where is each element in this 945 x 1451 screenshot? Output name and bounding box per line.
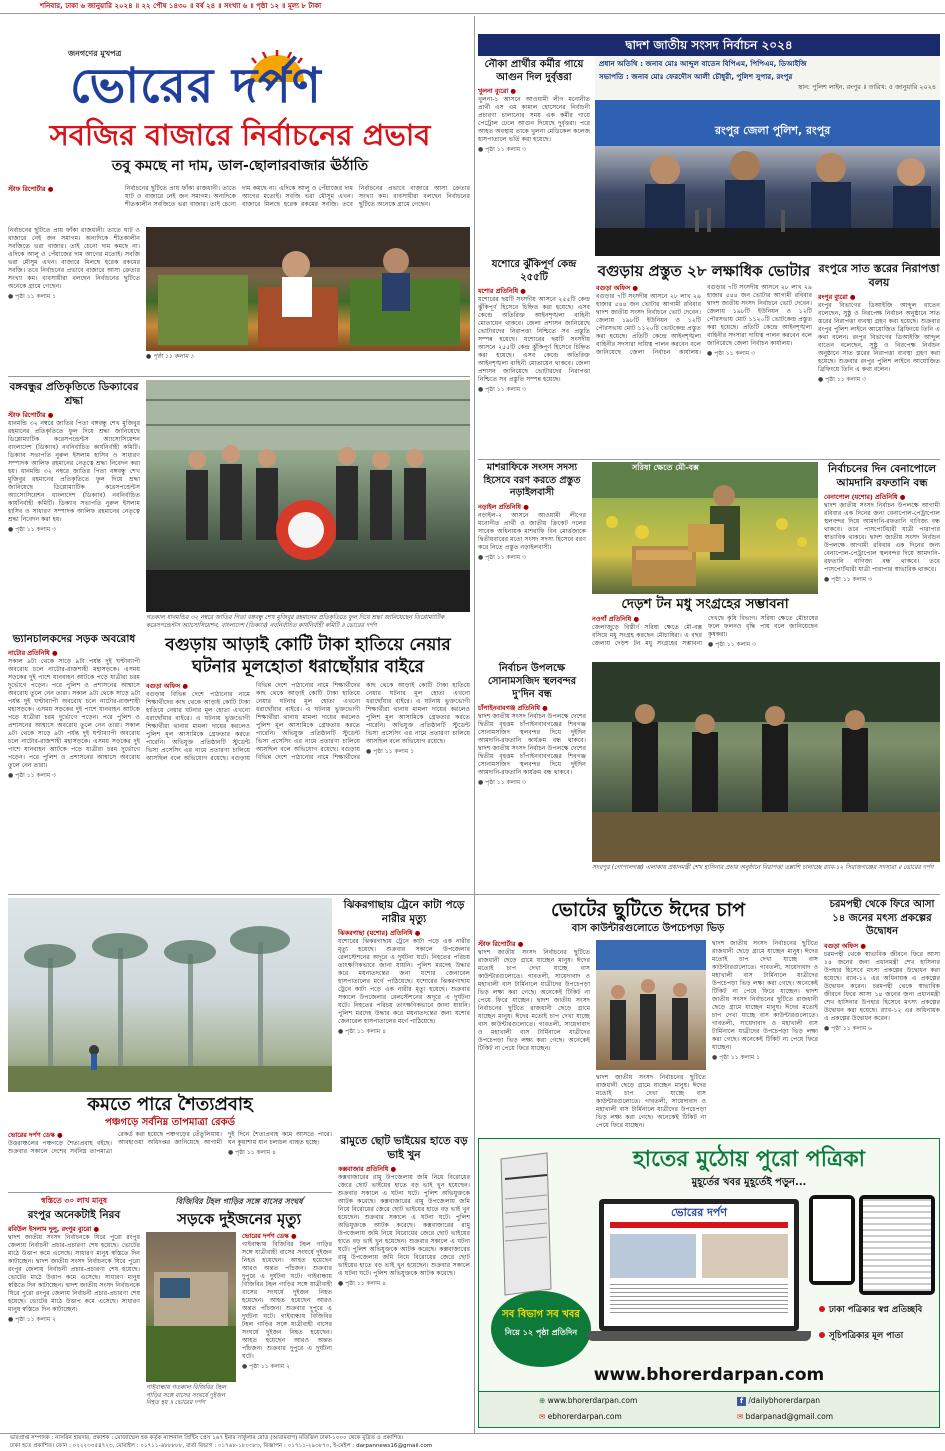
story-bogura-fraud: বগুড়ায় আড়াই কোটি টাকা হাতিয়ে নেয়ার ঘটনার মূলহোতা ধরাছোঁয়ার বাইরে বগুড়া অফিস ● বগুড়ায় বিভিন্ন দেশে পাঠানোর নামে শিক্ষার্থীদের কাছ থেকে আড়াই কোটি টাকা হাতিয়ে নেয়ার ঘটনার মূল হোতা এখনো ধরাছোঁয়ার বাইরে। এ ঘটনায় ভুক্তভোগী শিক্ষার্থীরা থানায় মামলা দায়ের করলেও পুলিশ মূল আসামিকে গ্রেফতার করতে পারেনি। অভিযুক্ত প্রতিষ্ঠানটি স্টুডেন্ট ভিসা প্রসেসিং এর নামে প্রতারণা চালিয়ে আসছিল বলে অভিযোগ রয়েছে। বগুড়ায় বিভিন্ন দেশে পাঠানোর নামে শিক্ষার্থীদের কাছ থেকে আড়াই কোটি টাকা হাতিয়ে নেয়ার ঘটনার মূল হোতা এখনো ধরাছোঁয়ার বাইরে। এ ঘটনায় ভুক্তভোগী শিক্ষার্থীরা থানায় মামলা দায়ের করলেও পুলিশ মূল আসামিকে গ্রেফতার করতে পারেনি। অভিযুক্ত প্রতিষ্ঠানটি স্টুডেন্ট ভিসা প্রসেসিং এর নামে প্রতারণা চালিয়ে আসছিল বলে অভিযোগ রয়েছে। বগুড়ায় বিভিন্ন দেশে পাঠানোর নামে শিক্ষার্থীদের কাছ থেকে আড়াই কোটি টাকা হাতিয়ে নেয়ার ঘটনার মূল হোতা এখনো ধরাছোঁয়ার বাইরে। এ ঘটনায় ভুক্তভোগী শিক্ষার্থীরা থানায় মামলা দায়ের করলেও পুলিশ মূল আসামিকে গ্রেফতার করতে পারেনি। অভিযুক্ত প্রতিষ্ঠানটি স্টুডেন্ট ভিসা প্রসেসিং এর নামে প্রতারণা চালিয়ে আসছিল বলে অভিযোগ রয়েছে। ● পৃষ্ঠা ১১ কলাম ১ [146, 635, 470, 762]
lead-body-col: নির্বাচনের ছুটিতে প্রায় ফাঁকা রাজধানী। তাতে ঘাট ও বাজারে নেই জন সমাগম। অন্যদিকে শীতকালীন সবজিতে ভরা বাজার। তাই চেনো দাম কমছে না। এদিকে আলু ও পেঁয়াজের দাম আগের মতোই। সবজি ভরা মৌসুম এখন। বাজারে মিলছে হরেক রকমের সবজি। তবে নির্বাচনের প্রভাবে বাজারে আসা ক্রেতার সংখ্যা কম। ব্যবসায়ীরা বলছেন নির্বাচনের ছুটিতে অনেকে গ্রামে গেছেন। ● পৃষ্ঠা ১১ কলাম ১ [8, 227, 140, 300]
lead-photo-caption: ● পৃষ্ঠা ১১ কলাম ১ [146, 353, 195, 360]
police-briefing-photo [595, 100, 940, 256]
lead-byline: স্টাফ রিপোর্টার ● [8, 185, 54, 193]
lead-headline: সবজির বাজারে নির্বাচনের প্রভাব [49, 118, 431, 152]
epaper-ad [478, 1138, 940, 1428]
honey-farm-photo [592, 462, 818, 594]
globe-icon: ⊕ [539, 1396, 548, 1405]
story-rangpur-kicker: স্বস্তিতে ৩০ লাখ মানুষ [41, 1196, 107, 1205]
phone-illustration [809, 1195, 855, 1285]
row-rule [478, 459, 940, 460]
dicab-caption: গতকাল ধানমন্ডির ৩২ নম্বরে জাতির পিতা বঙ্গবন্ধু শেখ মুজিবুর রহমানের প্রতিকৃতিতে ফুল দিয়ে শ্রদ্ধা জানিয়েছেন ডিপ্লোম্যাটিক করেসপন্ডেন্টস অ্যাসোসিয়েশন, বাংলাদেশ (ডিক্যাব) নবনির্বাচিত কার্যনির্বাহী কমিটি ॥ ভোরের দর্পণ [146, 614, 445, 629]
election-banner [478, 34, 940, 56]
lead-body-top [8, 185, 470, 223]
security-check-photo [592, 662, 940, 862]
top-date-bar [0, 0, 945, 14]
imprint-line-2: ঢাকা হতে প্রকাশিত। ফোন : ০২২২৩৩৫৪৭২৩, মোবাইল : ০১৭১১-৬৮৮৮৮৮, বার্তা বিভাগ : ০১৭৬৮-১৮০৩৮৩, বিজ্ঞাপন : ০১৭১১-২৯৩৮৭০, ই-মেইল : darpannews16@gmail.com [10, 1443, 433, 1449]
laptop-illustration: ভোরের দর্পণ [599, 1199, 799, 1349]
mail-icon: ✉ [539, 1412, 548, 1421]
masthead [10, 16, 470, 112]
election-banner-guests: প্রধান অতিথি : জনাব মোঃ আব্দুল বাতেন বিপিএম, পিপিএম, ডিআইজি সভাপতি : জনাব মোঃ ফেরদৌস আলী চৌধুরী, পুলিশ সুপার, রংপুর স্থান: পুলিশ লাইন, রংপুর ॥ তারিখ: ৫ জানুয়ারি ২০২৪ [595, 56, 940, 100]
ad-url[interactable]: www.bhorerdarpan.com [593, 1365, 825, 1385]
story-rangpur-anecdote-headline: রংপুর অনেকটাই নিরব [27, 1209, 121, 1221]
banner-tag: রংপুর জেলা পুলিশ, রংপুর [715, 124, 831, 137]
story-jessore-headline: যশোরে ঝুঁকিপূর্ণ কেন্দ্র ২৫৫টি [491, 259, 577, 283]
security-check-caption: সদরপুর (গোপালগঞ্জ) এলাকায় প্রধানমন্ত্রী শেখ হাসিনার প্রচার অনুষ্ঠানে নিরাপত্তা তল্লাশি চালাচ্ছে র‍্যাব-১২ সিরাজগঞ্জের সদস্যরা ॥ ভোরের দর্পণ [592, 864, 934, 871]
masthead-tagline: জনগণের মুখপত্র [68, 49, 122, 58]
ad-subline: মুহূর্তের খবর মুহূর্তেই পড়ুন... [691, 1177, 807, 1188]
tablet-illustration [859, 1195, 935, 1295]
column-rule [474, 16, 475, 1434]
story-nouka: নৌকা প্রার্থীর কর্মীর গায়ে আগুন দিল দুর্বৃত্তরা খুলনা ব্যুরো ● খুলনা-১ আসনে আওয়ামী লীগ মনোনীত প্রার্থী এস এম কামাল হোসেনের নির্বাচনী প্রচারণা চালানোর সময় এক কর্মীর গায়ে পেট্রোল ঢেলে আগুন দিয়েছে দুর্বৃত্তরা। পরে আহত অবস্থায় তাকে খুলনা মেডিকেল কলেজ হাসপাতালে ভর্তি করা হয়েছে। ● পৃষ্ঠা ১১ কলাম ৩ [478, 59, 590, 153]
story-rangpur-anecdote: স্বস্তিতে ৩০ লাখ মানুষ রংপুর অনেকটাই নিরব রবিউল ইসলাম দুলু, রংপুর ব্যুরো ● দ্বাদশ জাতীয় সংসদ নির্বাচনকে ঘিরে পুরো রংপুর জেলায় নির্বাচনী প্রচার-প্রচারণা শেষ হয়েছে। ভোটের মাঠে উত্তাপ কমে এসেছে। সাধারণ মানুষ স্বস্তিতে দিন কাটাচ্ছেন। দ্বাদশ জাতীয় সংসদ নির্বাচনকে ঘিরে পুরো রংপুর জেলায় নির্বাচনী প্রচার-প্রচারণা শেষ হয়েছে। ভোটের মাঠে উত্তাপ কমে এসেছে। সাধারণ মানুষ স্বস্তিতে দিন কাটাচ্ছেন। দ্বাদশ জাতীয় সংসদ নির্বাচনকে ঘিরে পুরো রংপুর জেলায় নির্বাচনী প্রচার-প্রচারণা শেষ হয়েছে। ভোটের মাঠে উত্তাপ কমে এসেছে। সাধারণ মানুষ স্বস্তিতে দিন কাটাচ্ছেন। ● পৃষ্ঠা ১১ কলাম ২ [8, 1196, 141, 1323]
dicab-tribute-photo [146, 380, 470, 612]
mail-icon: ✉ [737, 1412, 746, 1421]
story-sonamasjid: নির্বাচন উপলক্ষে সোনামসজিদ স্থলবন্দর দু'দিন বন্ধ চাঁপাইনবাবগঞ্জ প্রতিনিধি ● দ্বাদশ জাতীয় সংসদ নির্বাচন উপলক্ষে দেশের দ্বিতীয় বৃহত্তম চাঁপাইনবাবগঞ্জের শিবগঞ্জ সোনামসজিদ স্থলবন্দর দিয়ে দুইদিন আমদানি-রফতানি কার্যক্রম বন্ধ থাকবে। দ্বাদশ জাতীয় সংসদ নির্বাচন উপলক্ষে দেশের দ্বিতীয় বৃহত্তম চাঁপাইনবাবগঞ্জের শিবগঞ্জ সোনামসজিদ স্থলবন্দর দিয়ে দুইদিন আমদানি-রফতানি কার্যক্রম বন্ধ থাকবে। ● পৃষ্ঠা ১১ কলাম ৩ [478, 663, 586, 786]
election-banner-title: দ্বাদশ জাতীয় সংসদ নির্বাচন ২০২৪ [625, 38, 793, 52]
ad-link-web[interactable]: ⊕ www.bhorerdarpan.com [539, 1396, 638, 1405]
ad-link-mail2[interactable]: ✉ bdarpanad@gmail.com [737, 1412, 834, 1421]
date-line: শনিবার, ঢাকা ৬ জানুয়ারি ২০২৪ ॥ ২২ পৌষ ১৪৩০ ॥ বর্ষ ২৪ ॥ সংখ্যা ৬ ॥ পৃষ্ঠা ১২ ॥ মূল্য ৮ টাকা [40, 2, 322, 10]
story-train-headline: ঝিকরগাছায় ট্রেনে কাটা পড়ে নারীর মৃত্যু [343, 899, 465, 925]
story-train: ঝিকরগাছায় ট্রেনে কাটা পড়ে নারীর মৃত্যু ঝিকরগাছা (যশোর) প্রতিনিধি ● যশোরের ঝিকরগাছায় ট্রেনে কাটা পড়ে এক নারীর মৃত্যু হয়েছে। শুক্রবার সকালে উপজেলার রেলস্টেশনের অদূরে এ দুর্ঘটনা ঘটে। নিহতের পরিচয় তাৎক্ষণিকভাবে জানা যায়নি। পুলিশ মরদেহ উদ্ধার করে ময়নাতদন্তের জন্য যশোর জেনারেল হাসপাতালের মর্গে পাঠিয়েছে। যশোরের ঝিকরগাছায় ট্রেনে কাটা পড়ে এক নারীর মৃত্যু হয়েছে। শুক্রবার সকালে উপজেলার রেলস্টেশনের অদূরে এ দুর্ঘটনা ঘটে। নিহতের পরিচয় তাৎক্ষণিকভাবে জানা যায়নি। পুলিশ মরদেহ উদ্ধার করে ময়নাতদন্তের জন্য যশোর জেনারেল হাসপাতালের মর্গে পাঠিয়েছে। ● পৃষ্ঠা ১১ কলাম ৪ [338, 899, 470, 1035]
story-honey-headline: দেড়শ টন মধু সংগ্রহের সম্ভাবনা [621, 596, 789, 612]
lead-body: নির্বাচনের ছুটিতে প্রায় ফাঁকা রাজধানী। তাতে ঘাট ও বাজারে নেই জন সমাগম। অন্যদিকে শীতকালীন সবজিতে ভরা বাজার। তাই চেনো দাম কমছে না। এদিকে আলু ও পেঁয়াজের দাম আগের মতোই। সবজি ভরা মৌসুম এখন। বাজারে মিলছে হরেক রকমের সবজি। তবে নির্বাচনের প্রভাবে বাজারে আসা ক্রেতার সংখ্যা কম। ব্যবসায়ীরা বলছেন নির্বাচনের ছুটিতে অনেকে গ্রামে গেছেন। [125, 185, 470, 208]
masthead-name: ভোরের দর্পণ [70, 58, 322, 114]
story-bangabandhu-headline: বঙ্গবন্ধুর প্রতিকৃতিতে ডিক্যাবের শ্রদ্ধা [9, 381, 139, 407]
facebook-icon: f [737, 1397, 746, 1406]
story-honey: সরিষা ক্ষেতে মৌ-বক্স দেড়শ টন মধু সংগ্রহের সম্ভাবনা নওগাঁ প্রতিনিধি ● জেলাজুড়ে বিস্তীর্ণ সরিষা ক্ষেতে মৌ-বক্স বসিয়ে মধু সংগ্রহ করছেন মৌচাষিরা। এ বছর জেলায় দেড়শ টন মধু সংগ্রহের সম্ভাবনা দেখছে কৃষি বিভাগ। সরিষা ক্ষেতে মৌচাষের ফলে ফলনও বৃদ্ধি পায় বলে জানিয়েছেন কৃষকরা। ● পৃষ্ঠা ১১ কলাম ৩ [592, 463, 818, 648]
story-bangabandhu: বঙ্গবন্ধুর প্রতিকৃতিতে ডিক্যাবের শ্রদ্ধা স্টাফ রিপোর্টার ● ধানমন্ডি ৩২ নম্বরে জাতির পিতা বঙ্গবন্ধু শেখ মুজিবুর রহমানের প্রতিকৃতিতে ফুল দিয়ে শ্রদ্ধা জানিয়েছে ডিপ্লোম্যাটিক করেসপন্ডেন্টস অ্যাসোসিয়েশন বাংলাদেশ (ডিক্যাব) নবনির্বাচিত কার্যনির্বাহী কমিটি। ডিক্যাব সভাপতি নুরুল ইসলাম হাসিব ও সাধারণ সম্পাদক আলিফ রহমানের নেতৃত্বে শ্রদ্ধা নিবেদন করা হয়। ধানমন্ডি ৩২ নম্বরে জাতির পিতা বঙ্গবন্ধু শেখ মুজিবুর রহমানের প্রতিকৃতিতে ফুল দিয়ে শ্রদ্ধা জানিয়েছে ডিপ্লোম্যাটিক করেসপন্ডেন্টস অ্যাসোসিয়েশন বাংলাদেশ (ডিক্যাব) নবনির্বাচিত কার্যনির্বাহী কমিটি। ডিক্যাব সভাপতি নুরুল ইসলাম হাসিব ও সাধারণ সম্পাদক আলিফ রহমানের নেতৃত্বে শ্রদ্ধা নিবেদন করা হয়। ● পৃষ্ঠা ১১ কলাম ৩ [8, 381, 141, 533]
row-rule [8, 376, 470, 377]
story-bgb-kicker: বিজিবির টহল গাড়ির সঙ্গে বাসের সংঘর্ষ [175, 1197, 303, 1206]
story-eid-subhead: বাস কাউন্টারগুলোতে উপচেপড়া ভিড় [571, 923, 725, 934]
story-bogura-fraud-headline: বগুড়ায় আড়াই কোটি টাকা হাতিয়ে নেয়ার ঘটনার মূলহোতা ধরাছোঁয়ার বাইরে [165, 635, 451, 677]
ad-bullet-2: সূচিপত্রিকার মূল পাতা [819, 1329, 937, 1343]
story-sonamasjid-headline: নির্বাচন উপলক্ষে সোনামসজিদ স্থলবন্দর দু'দিন বন্ধ [487, 663, 577, 700]
story-fog-headline: কমতে পারে শৈত্যপ্রবাহ [87, 1094, 253, 1115]
story-van-driver-headline: ভ্যানচালকদের সড়ক অবরোধ [12, 633, 136, 645]
story-bogura-voter-headline: বগুড়ায় প্রস্তুত ২৮ লক্ষাধিক ভোটার [597, 262, 811, 280]
story-rangpur-security-headline: রংপুরে সাত স্তরের নিরাপত্তা বলয় [818, 262, 940, 289]
ad-link-fb[interactable]: f /dailybhorerdarpan [737, 1396, 820, 1406]
row-rule [8, 894, 940, 895]
story-rangpur-security: রংপুরে সাত স্তরের নিরাপত্তা বলয় রংপুর ব্যুরো ● রংপুর বিভাগের ডিআইজি আব্দুল বাতেন বলেছেন, সুষ্ঠু ও নিরপেক্ষ নির্বাচন অনুষ্ঠানে সাত স্তরের নিরাপত্তা ব্যবস্থা গ্রহণ করা হয়েছে। শুক্রবার রংপুর পুলিশ লাইনে আয়োজিত ব্রিফিংয়ে তিনি এ কথা বলেন। রংপুর বিভাগের ডিআইজি আব্দুল বাতেন বলেছেন, সুষ্ঠু ও নিরপেক্ষ নির্বাচন অনুষ্ঠানে সাত স্তরের নিরাপত্তা ব্যবস্থা গ্রহণ করা হয়েছে। শুক্রবার রংপুর পুলিশ লাইনে আয়োজিত ব্রিফিংয়ে তিনি এ কথা বলেন। ● পৃষ্ঠা ১১ কলাম ৩ [818, 262, 941, 383]
lead-subhead: তবু কমছে না দাম, ডাল-ছোলারবাজার ঊর্ঠাতি [111, 158, 369, 174]
imprint-footer [0, 1433, 945, 1451]
story-mp-welcome-headline: মাশরাফিকে সংসদ সদস্য হিসেবে বরণ করতে প্রস্তুত নড়াইলবাসী [483, 462, 581, 498]
story-honey-kicker: সরিষা ক্ষেতে মৌ-বক্স [632, 463, 699, 472]
story-eid-headline: ভোটের ছুটিতে ঈদের চাপ [551, 899, 745, 921]
rolled-newspaper-icon [491, 1149, 557, 1299]
ad-burst: সব বিভাগ সব খবর নিয়ে ১২ পৃষ্ঠা প্রতিদিন [491, 1291, 591, 1367]
imprint-line-1: ভারপ্রাপ্ত সম্পাদক : নাসরিন হায়দার, প্রকাশক : মোজাম্মেল হক কর্তৃক ন্যাশনাল প্রিন্টিং প্রেস ১৬৭ ইনার সার্কুলার রোড (আরামবাগ) মতিঝিল ঢাকা-১০০০ থেকে মুদ্রিত ও প্রকাশিত। [10, 1435, 404, 1441]
story-eid-pressure: ভোটের ছুটিতে ঈদের চাপ বাস কাউন্টারগুলোতে উপচেপড়া ভিড় স্টাফ রিপোর্টার ● দ্বাদশ জাতীয় সংসদ নির্বাচনের ছুটিতে রাজধানী ছেড়ে গ্রামে যাচ্ছেন মানুষ। ঈদের মতোই চাপ দেখা যাচ্ছে বাস কাউন্টারগুলোতে। গাবতলী, সায়েদাবাদ ও মহাখালী বাস টার্মিনালে যাত্রীদের উপচেপড়া ভিড় লক্ষ্য করা গেছে। অনেকেই টিকিট না পেয়ে ফিরে যাচ্ছেন। দ্বাদশ জাতীয় সংসদ নির্বাচনের ছুটিতে রাজধানী ছেড়ে গ্রামে যাচ্ছেন মানুষ। ঈদের মতোই চাপ দেখা যাচ্ছে বাস কাউন্টারগুলোতে। গাবতলী, সায়েদাবাদ ও মহাখালী বাস টার্মিনালে যাত্রীদের উপচেপড়া ভিড় লক্ষ্য করা গেছে। অনেকেই টিকিট না পেয়ে ফিরে যাচ্ছেন। দ্বাদশ জাতীয় সংসদ নির্বাচনের ছুটিতে রাজধানী ছেড়ে গ্রামে যাচ্ছেন মানুষ। ঈদের মতোই চাপ দেখা যাচ্ছে বাস কাউন্টারগুলোতে। গাবতলী, সায়েদাবাদ ও মহাখালী বাস টার্মিনালে যাত্রীদের উপচেপড়া ভিড় লক্ষ্য করা গেছে। অনেকেই টিকিট না পেয়ে ফিরে যাচ্ছেন। দ্বাদশ জাতীয় সংসদ নির্বাচনের ছুটিতে রাজধানী ছেড়ে গ্রামে যাচ্ছেন মানুষ। ঈদের মতোই চাপ দেখা যাচ্ছে বাস কাউন্টারগুলোতে। গাবতলী, সায়েদাবাদ ও মহাখালী বাস টার্মিনালে যাত্রীদের উপচেপড়া ভিড় লক্ষ্য করা গেছে। অনেকেই টিকিট না পেয়ে ফিরে যাচ্ছেন। ● পৃষ্ঠা ১১ কলাম ১ দ্বাদশ জাতীয় সংসদ নির্বাচনের ছুটিতে রাজধানী ছেড়ে গ্রামে যাচ্ছেন মানুষ। ঈদের মতোই চাপ দেখা যাচ্ছে বাস কাউন্টারগুলোতে। গাবতলী, সায়েদাবাদ ও মহাখালী বাস টার্মিনালে যাত্রীদের উপচেপড়া ভিড় লক্ষ্য করা গেছে। অনেকেই টিকিট না পেয়ে ফিরে যাচ্ছেন। [478, 899, 818, 1129]
bus-counter-photo [596, 940, 706, 1070]
story-brother-murder-headline: রামুতে ছোট ভাইয়ের হাতে বড় ভাই খুন [340, 1135, 468, 1161]
story-brother-murder: রামুতে ছোট ভাইয়ের হাতে বড় ভাই খুন কক্সবাজার প্রতিনিধি ● কক্সবাজারের রামু উপজেলায় জমি নিয়ে বিরোধের জেরে ছোট ভাইয়ের হাতে বড় ভাই খুন হয়েছেন। শুক্রবার সকালে এ ঘটনা ঘটে। পুলিশ অভিযুক্তকে আটক করেছে। কক্সবাজারের রামু উপজেলায় জমি নিয়ে বিরোধের জেরে ছোট ভাইয়ের হাতে বড় ভাই খুন হয়েছেন। শুক্রবার সকালে এ ঘটনা ঘটে। পুলিশ অভিযুক্তকে আটক করেছে। কক্সবাজারের রামু উপজেলায় জমি নিয়ে বিরোধের জেরে ছোট ভাইয়ের হাতে বড় ভাই খুন হয়েছেন। শুক্রবার সকালে এ ঘটনা ঘটে। পুলিশ অভিযুক্তকে আটক করেছে। কক্সবাজারের রামু উপজেলায় জমি নিয়ে বিরোধের জেরে ছোট ভাইয়ের হাতে বড় ভাই খুন হয়েছেন। শুক্রবার সকালে এ ঘটনা ঘটে। পুলিশ অভিযুক্তকে আটক করেছে। ● পৃষ্ঠা ১১ কলাম ৪ [338, 1135, 471, 1287]
row-rule [8, 1192, 332, 1193]
story-bgb-accident: বিজিবির টহল গাড়ির সঙ্গে বাসের সংঘর্ষ সড়কে দুইজনের মৃত্যু গাইবান্ধায় গতকাল বিজিবির টহল গাড়ির সঙ্গে বাসের সংঘর্ষে দুইজন নিহত হয় ॥ ভোরের দর্পণ ভোরের দর্পণ ডেস্ক ● গাইবান্ধায় বিজিবির টহল গাড়ির সঙ্গে যাত্রীবাহী বাসের সংঘর্ষে দুইজন নিহত হয়েছেন। আহত হয়েছেন আরও অন্তত পাঁচজন। শুক্রবার দুপুরে এ দুর্ঘটনা ঘটে। গাইবান্ধায় বিজিবির টহল গাড়ির সঙ্গে যাত্রীবাহী বাসের সংঘর্ষে দুইজন নিহত হয়েছেন। আহত হয়েছেন আরও অন্তত পাঁচজন। শুক্রবার দুপুরে এ দুর্ঘটনা ঘটে। গাইবান্ধায় বিজিবির টহল গাড়ির সঙ্গে যাত্রীবাহী বাসের সংঘর্ষে দুইজন নিহত হয়েছেন। আহত হয়েছেন আরও অন্তত পাঁচজন। শুক্রবার দুপুরে এ দুর্ঘটনা ঘটে। ● পৃষ্ঠা ১১ কলাম ২ [146, 1196, 332, 1430]
story-jessore: যশোরে ঝুঁকিপূর্ণ কেন্দ্র ২৫৫টি যশোর প্রতিনিধি ● যশোরের ছয়টি সংসদীয় আসনে ২৫৫টি কেন্দ্র ঝুঁকিপূর্ণ হিসেবে চিহ্নিত করা হয়েছে। এসব কেন্দ্রে অতিরিক্ত আইনশৃঙ্খলা বাহিনী মোতায়েন থাকবে। জেলা প্রশাসন জানিয়েছে ভোটারদের নিরাপত্তা নিশ্চিতে সব প্রস্তুতি সম্পন্ন হয়েছে। যশোরের ছয়টি সংসদীয় আসনে ২৫৫টি কেন্দ্র ঝুঁকিপূর্ণ হিসেবে চিহ্নিত করা হয়েছে। এসব কেন্দ্রে অতিরিক্ত আইনশৃঙ্খলা বাহিনী মোতায়েন থাকবে। জেলা প্রশাসন জানিয়েছে ভোটারদের নিরাপত্তা নিশ্চিতে সব প্রস্তুতি সম্পন্ন হয়েছে। ● পৃষ্ঠা ১১ কলাম ৩ [478, 259, 590, 393]
story-benapole: নির্বাচনের দিন বেনাপোলে আমদানি রফতানি বন্ধ বেনাপোল (যশোর) প্রতিনিধি ● দ্বাদশ জাতীয় সংসদ নির্বাচন উপলক্ষে আগামী রবিবার এক দিনের জন্য বেনাপোল-পেট্রাপোল স্থলবন্দর দিয়ে আমদানি-রফতানি বাণিজ্য বন্ধ থাকবে। তবে পাসপোর্টধারী যাত্রী পারাপার স্বাভাবিক থাকবে। দ্বাদশ জাতীয় সংসদ নির্বাচন উপলক্ষে আগামী রবিবার এক দিনের জন্য বেনাপোল-পেট্রাপোল স্থলবন্দর দিয়ে আমদানি-রফতানি বাণিজ্য বন্ধ থাকবে। তবে পাসপোর্টধারী যাত্রী পারাপার স্বাভাবিক থাকবে। ● পৃষ্ঠা ১১ কলাম ৩ [824, 463, 941, 583]
vegetable-market-photo [146, 227, 470, 351]
fog-palm-photo [8, 898, 332, 1092]
lead-story [8, 185, 470, 375]
accident-photo [146, 1232, 236, 1382]
story-benapole-headline: নির্বাচনের দিন বেনাপোলে আমদানি রফতানি বন্ধ [827, 463, 937, 489]
story-bgb-headline: সড়কে দুইজনের মৃত্যু [177, 1210, 301, 1228]
lead-headline-block [10, 115, 470, 183]
story-fog: কমতে পারে শৈত্যপ্রবাহ পঞ্চগড়ে সর্বনিম্ন তাপমাত্রা রেকর্ড ভোরের দর্পণ ডেস্ক ● উত্তরাঞ্চলের পঞ্চগড়ে শৈত্যপ্রবাহ বইছে। শুক্রবার সকালে দেশের সর্বনিম্ন তাপমাত্রা রেকর্ড করা হয়েছে পঞ্চগড়ের তেঁতুলিয়ায়। আবহাওয়া অধিদপ্তর জানিয়েছে আগামী দুই দিনে শৈত্যপ্রবাহ কমে আসতে পারে। ঘন কুয়াশায় যান চলাচল ব্যাহত হচ্ছে। ● পৃষ্ঠা ১১ কলাম ৪ [8, 1094, 332, 1156]
ad-link-mail[interactable]: ✉ ebhorerdarpan.com [539, 1412, 622, 1421]
story-van-driver: ভ্যানচালকদের সড়ক অবরোধ নাটোর প্রতিনিধি ● সকাল ৯টা থেকে সাড়ে ৯টা পর্যন্ত দুই ঘণ্টাব্যাপী অবরোধ চলে নাটোর-রাজশাহী মহাসড়কে। এসময় সড়কের দুই পাশে যানবাহন আটকে পড়ে যাত্রীরা চরম দুর্ভোগে পড়েন। পরে পুলিশ ও প্রশাসনের আশ্বাসে অবরোধ তুলে নেন তারা। সকাল ৯টা থেকে সাড়ে ৯টা পর্যন্ত দুই ঘণ্টাব্যাপী অবরোধ চলে নাটোর-রাজশাহী মহাসড়কে। এসময় সড়কের দুই পাশে যানবাহন আটকে পড়ে যাত্রীরা চরম দুর্ভোগে পড়েন। পরে পুলিশ ও প্রশাসনের আশ্বাসে অবরোধ তুলে নেন তারা। সকাল ৯টা থেকে সাড়ে ৯টা পর্যন্ত দুই ঘণ্টাব্যাপী অবরোধ চলে নাটোর-রাজশাহী মহাসড়কে। এসময় সড়কের দুই পাশে যানবাহন আটকে পড়ে যাত্রীরা চরম দুর্ভোগে পড়েন। পরে পুলিশ ও প্রশাসনের আশ্বাসে অবরোধ তুলে নেন তারা। ● পৃষ্ঠা ১১ কলাম ৩ [8, 633, 141, 779]
accident-caption: গাইবান্ধায় গতকাল বিজিবির টহল গাড়ির সঙ্গে বাসের সংঘর্ষে দুইজন নিহত হয় ॥ ভোরের দর্পণ [146, 1384, 226, 1406]
ad-bullet-1: ঢাকা পত্রিকার স্বপ্ন প্রতিচ্ছবি [819, 1303, 937, 1317]
story-fish-headline: চরমপন্থী থেকে ফিরে আসা ১৪ জনের মৎস্য প্রকল্পের উদ্বোধন [829, 899, 935, 937]
story-fog-subhead: পঞ্চগড়ে সর্বনিম্ন তাপমাত্রা রেকর্ড [104, 1117, 235, 1128]
story-mp-welcome: মাশরাফিকে সংসদ সদস্য হিসেবে বরণ করতে প্রস্তুত নড়াইলবাসী নড়াইল প্রতিনিধি ● নড়াইল-২ আসনে আওয়ামী লীগের মনোনীত প্রার্থী ও জাতীয় ক্রিকেট দলের সাবেক অধিনায়ক মাশরাফি বিন মোর্ত্তজাকে দ্বিতীয়বারের মতো সংসদ সদস্য হিসেবে বরণ করে নিতে প্রস্তুত নড়াইলবাসী। ● পৃষ্ঠা ১১ কলাম ৩ [478, 462, 586, 561]
story-fish: চরমপন্থী থেকে ফিরে আসা ১৪ জনের মৎস্য প্রকল্পের উদ্বোধন বগুড়া অফিস ● চরমপন্থী থেকে স্বাভাবিক জীবনে ফিরে আসা ১৪ জনের জন্য প্রধানমন্ত্রী শেখ হাসিনার উপহার হিসেবে মৎস্য প্রকল্পের উদ্বোধন করা হয়েছে। র‍্যাব-১২ এর অধিনায়ক এ প্রকল্পের উদ্বোধন করেন। চরমপন্থী থেকে স্বাভাবিক জীবনে ফিরে আসা ১৪ জনের জন্য প্রধানমন্ত্রী শেখ হাসিনার উপহার হিসেবে মৎস্য প্রকল্পের উদ্বোধন করা হয়েছে। র‍্যাব-১২ এর অধিনায়ক এ প্রকল্পের উদ্বোধন করেন। ● পৃষ্ঠা ১১ কলাম ৬ [824, 899, 941, 1032]
story-bogura-voter: বগুড়ায় প্রস্তুত ২৮ লক্ষাধিক ভোটার বগুড়া অফিস ● বগুড়ার ৭টি সংসদীয় আসনে ২৮ লাখ ২৯ হাজার ৫৪৪ জন ভোটার আগামী রবিবার দ্বাদশ জাতীয় সংসদ নির্বাচনে ভোট দেবেন। জেলায় ১৯৮টি ইউনিয়ন ও ১২টি পৌরসভায় মোট ১১২০টি ভোটকেন্দ্র প্রস্তুত করা হয়েছে। প্রতিটি কেন্দ্রে আইনশৃঙ্খলা বাহিনীর সদস্যরা দায়িত্ব পালন করবেন বলে জানিয়েছে জেলা নির্বাচন কার্যালয়। বগুড়ার ৭টি সংসদীয় আসনে ২৮ লাখ ২৯ হাজার ৫৪৪ জন ভোটার আগামী রবিবার দ্বাদশ জাতীয় সংসদ নির্বাচনে ভোট দেবেন। জেলায় ১৯৮টি ইউনিয়ন ও ১২টি পৌরসভায় মোট ১১২০টি ভোটকেন্দ্র প্রস্তুত করা হয়েছে। প্রতিটি কেন্দ্রে আইনশৃঙ্খলা বাহিনীর সদস্যরা দায়িত্ব পালন করবেন বলে জানিয়েছে জেলা নির্বাচন কার্যালয়। ● পৃষ্ঠা ১১ কলাম ৩ [596, 262, 812, 357]
ad-links-bar [479, 1391, 939, 1427]
story-nouka-headline: নৌকা প্রার্থীর কর্মীর গায়ে আগুন দিল দুর্বৃত্তরা [484, 59, 584, 83]
ad-headline: হাতের মুঠোয় পুরো পত্রিকা [633, 1146, 865, 1172]
